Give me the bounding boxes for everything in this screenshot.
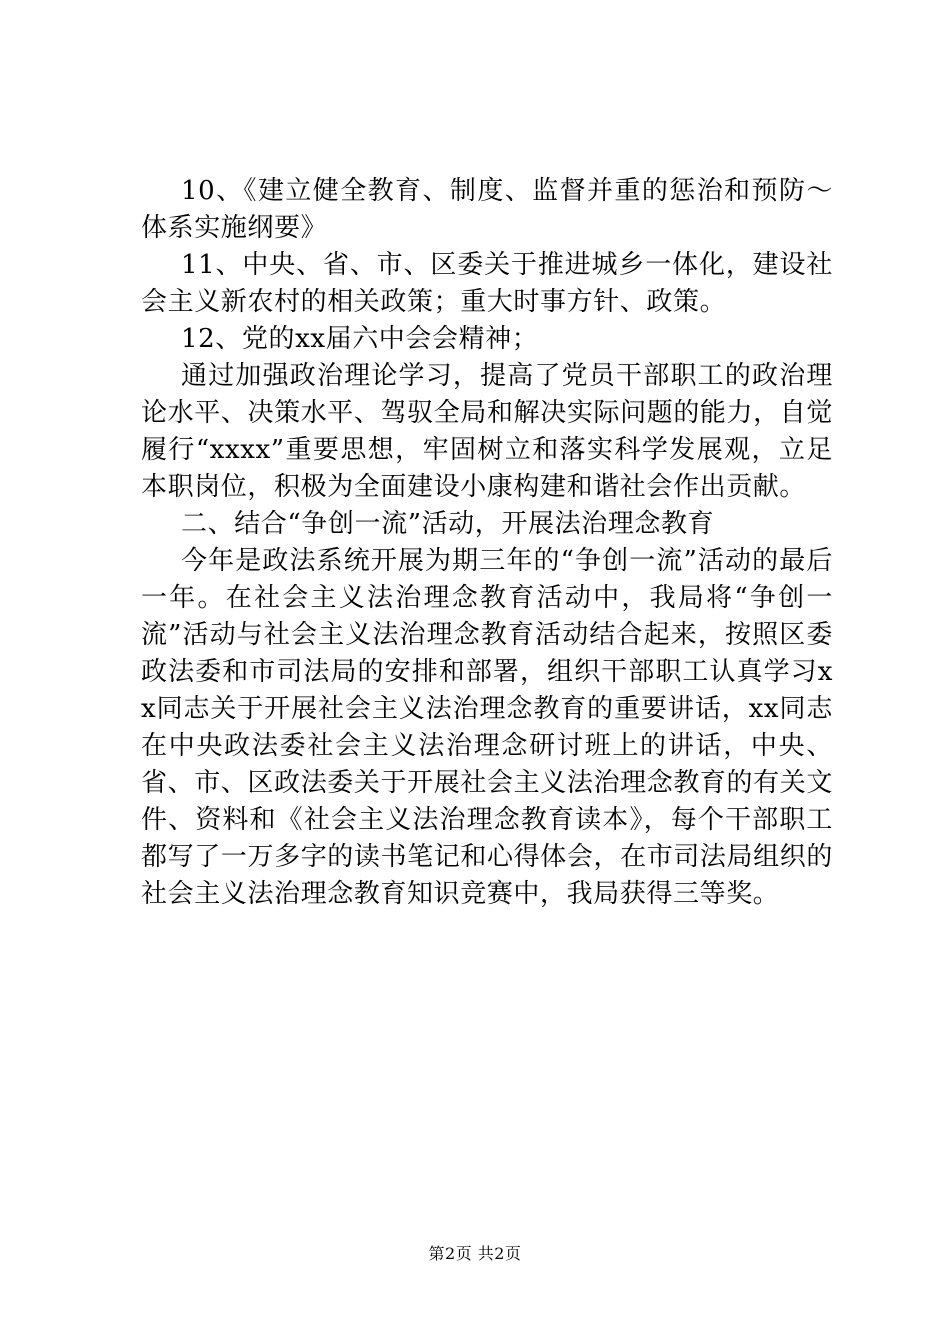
paragraph-section-2-body: 今年是政法系统开展为期三年的“争创一流”活动的最后一年。在社会主义法治理念教育活动中，我局将“争创一流”活动与社会主义法治理念教育活动结合起来，按照区委政法委和市司法局的安排和部署，组织干部职工认真学习xx同志关于开展社会主义法治理念教育的重要讲话，xx同志在中央政法委社会主义法治理念研讨班上的讲话，中央、省、市、区政法委关于开展社会主义法治理念教育的有关文件、资料和《社会主义法治理念教育读本》，每个干部职工都写了一万多字的读书笔记和心得体会，在市司法局组织的社会主义法治理念教育知识竞赛中，我局获得三等奖。 (141, 546, 833, 909)
section-heading-2: 二、结合“争创一流”活动，开展法治理念教育 (181, 509, 715, 539)
page-footer: 第2页 共2页 (428, 1244, 522, 1263)
paragraph-item-10: 10、《建立健全教育、制度、监督并重的惩治和预防～体系实施纲要》 (141, 176, 833, 243)
document-body (141, 173, 833, 913)
paragraph-item-12: 12、党的xx届六中会会精神； (181, 324, 539, 354)
paragraph-study-outcome: 通过加强政治理论学习，提高了党员干部职工的政治理论水平、决策水平、驾驭全局和解决实际问题的能力，自觉履行“xxxx”重要思想，牢固树立和落实科学发展观，立足本职岗位，积极为全面建设小康构建和谐社会作出贡献。 (141, 361, 833, 502)
paragraph-item-11: 11、中央、省、市、区委关于推进城乡一体化，建设社会主义新农村的相关政策；重大时事方针、政策。 (141, 250, 833, 317)
